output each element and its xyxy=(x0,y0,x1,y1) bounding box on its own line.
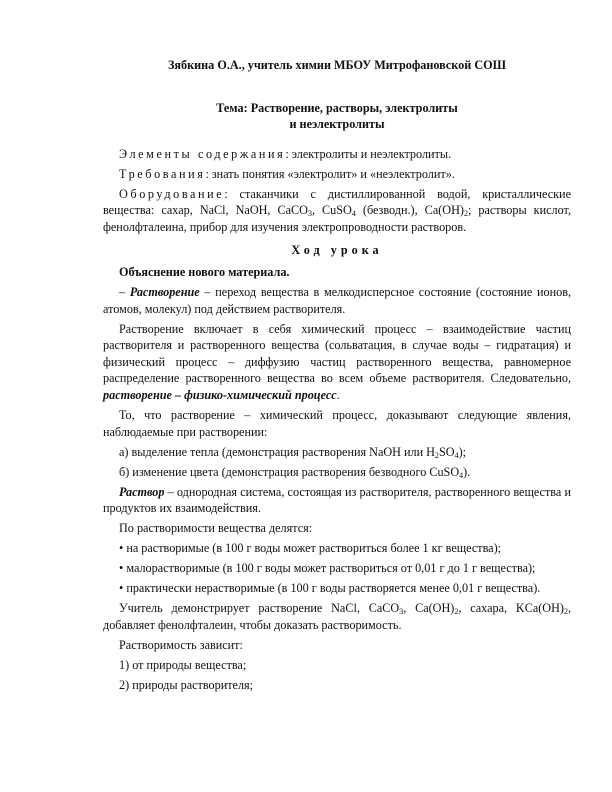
subscript: 3 xyxy=(307,209,312,219)
demo-text: Учитель демонстрирует растворение NaCl, CaCO xyxy=(119,601,400,616)
phenomenon-a xyxy=(103,444,571,461)
content-elements xyxy=(103,146,571,163)
list-item: • практически нерастворимые (в 100 г воды растворяется менее 0,01 г вещества). xyxy=(119,581,541,596)
content-elements-label: Элементы содержания xyxy=(119,146,286,161)
lesson-heading: Ход урока xyxy=(291,242,383,257)
document-content xyxy=(103,57,571,697)
term-solution: Раствор xyxy=(119,484,165,499)
subscript: 2 xyxy=(463,209,468,219)
demo-text: , сахара, KCa(OH) xyxy=(458,601,564,616)
solubility-intro: По растворимости вещества делятся: xyxy=(119,521,313,536)
dissolution-definition xyxy=(103,284,571,317)
content-elements-text: : электролиты и неэлектролиты. xyxy=(285,146,452,161)
requirements-text: : знать понятия «электролит» и «неэлектролит». xyxy=(205,166,455,181)
equipment-text: , CuSO xyxy=(311,203,352,218)
subscript: 3 xyxy=(399,607,404,617)
depends-intro: Растворимость зависит: xyxy=(119,637,243,652)
subscript: 2 xyxy=(454,607,459,617)
equipment-text: (безводн.), Ca(OH) xyxy=(355,203,464,218)
equipment-text: ; растворы кислот, фенолфталеина, прибор для изучения электропроводности растворов. xyxy=(103,203,572,234)
subscript: 4 xyxy=(351,209,356,219)
phenomenon-text: б) изменение цвета (демонстрация растворения безводного CuSO xyxy=(119,464,460,479)
new-material-heading: Объяснение нового материала. xyxy=(119,265,290,280)
equipment-label: Оборудование xyxy=(119,186,225,201)
requirements-label: Требования xyxy=(119,166,206,181)
subscript: 2 xyxy=(434,450,439,460)
phenomena-intro: То, что растворение – химический процесс, доказывают следующие явления, наблюдаемые при растворении: xyxy=(103,408,571,439)
subscript: 2 xyxy=(563,607,568,617)
term-dissolution: Растворение xyxy=(129,285,200,300)
dash: – xyxy=(119,285,130,300)
phenomenon-text: ). xyxy=(463,464,471,479)
list-item: • малорастворимые (в 100 г воды может раствориться от 0,01 г до 1 г вещества); xyxy=(119,561,536,576)
list-item: 1) от природы вещества; xyxy=(119,657,247,672)
requirements xyxy=(103,166,571,183)
list-item: 2) природы растворителя; xyxy=(119,677,254,692)
topic-title-line2: и неэлектролиты xyxy=(289,117,385,132)
phenomenon-text: а) выделение тепла (демонстрация растворения NaOH или H xyxy=(119,444,435,459)
definition-text: – однородная система, состоящая из растворителя, растворенного вещества и продуктов их взаимодействия. xyxy=(103,484,571,516)
equipment xyxy=(103,186,571,236)
phenomenon-text: ); xyxy=(458,444,467,459)
author-line: Зябкина О.А., учитель химии МБОУ Митрофановской СОШ xyxy=(168,58,506,72)
equipment-text: : стаканчики с дистиллированной водой, кристаллические вещества: сахар, NaCl, NaOH, CaCO xyxy=(103,186,571,218)
process-emphasis: растворение – физико-химический процесс xyxy=(103,388,337,403)
demo-text: , Ca(OH) xyxy=(403,601,455,616)
topic-title-line1: Тема: Растворение, растворы, электролиты xyxy=(216,100,458,115)
teacher-demo xyxy=(103,600,571,633)
process-text: Растворение включает в себя химический процесс – взаимодействие частиц растворителя и растворенного вещества (сольватация, в случае воды – гидратация) и физический процесс – диффузию частиц растворенного вещества, равномерное распределение растворенного вещества во всем объеме растворителя. Следовательно, xyxy=(103,321,571,386)
dissolution-process xyxy=(103,321,571,404)
phenomenon-text: SO xyxy=(438,444,455,459)
demo-text: , добавляет фенолфталеин, чтобы доказать растворимость. xyxy=(103,601,572,632)
definition-text: – переход вещества в мелкодисперсное состояние (состояние ионов, атомов, молекул) под действием растворителя. xyxy=(103,285,572,316)
process-end: . xyxy=(336,388,340,403)
list-item: • на растворимые (в 100 г воды может раствориться более 1 кг вещества); xyxy=(119,541,502,556)
phenomenon-b xyxy=(103,464,571,481)
subscript: 4 xyxy=(459,470,464,480)
solution-definition xyxy=(103,484,571,517)
subscript: 4 xyxy=(454,450,459,460)
